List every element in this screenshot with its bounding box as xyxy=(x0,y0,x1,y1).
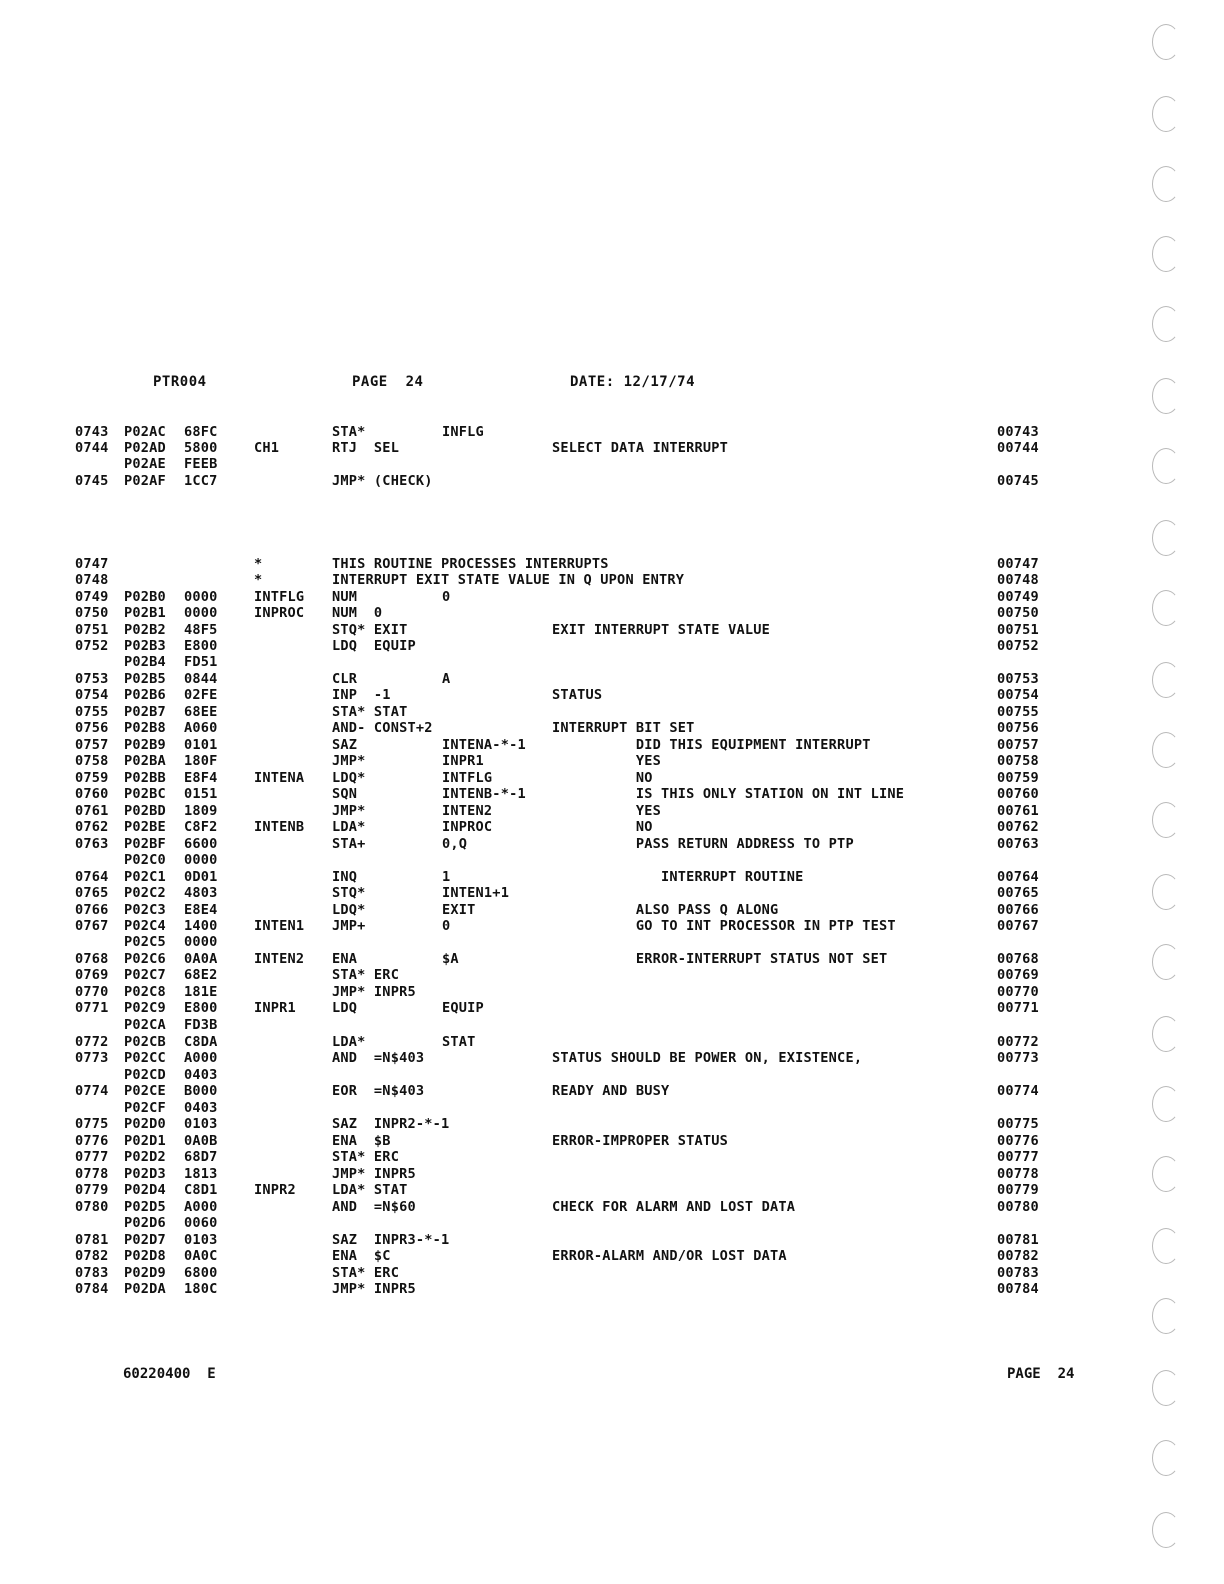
sequence-number: 00750 xyxy=(997,605,1039,621)
punch-hole xyxy=(1152,1228,1180,1264)
location: P02D8 xyxy=(124,1248,166,1264)
line-number: 0772 xyxy=(75,1034,109,1050)
comment: ERROR-IMPROPER STATUS xyxy=(552,1133,729,1149)
object-code: 180F xyxy=(184,753,218,769)
object-code: E800 xyxy=(184,1000,218,1016)
object-code: 6600 xyxy=(184,836,218,852)
location: P02BD xyxy=(124,803,166,819)
line-number: 0763 xyxy=(75,836,109,852)
location: P02CB xyxy=(124,1034,166,1050)
object-code: FD3B xyxy=(184,1017,218,1033)
sequence-number: 00781 xyxy=(997,1232,1039,1248)
opcode: JMP* INPR5 xyxy=(332,984,416,1000)
object-code: 0A0B xyxy=(184,1133,218,1149)
line-number: 0754 xyxy=(75,687,109,703)
object-code: C8DA xyxy=(184,1034,218,1050)
sequence-number: 00759 xyxy=(997,770,1039,786)
opcode: LDA* xyxy=(332,1034,366,1050)
comment: ERROR-INTERRUPT STATUS NOT SET xyxy=(552,951,888,967)
opcode: CLR xyxy=(332,671,358,687)
line-number: 0783 xyxy=(75,1265,109,1281)
line-number: 0777 xyxy=(75,1149,109,1165)
punch-hole xyxy=(1152,378,1180,414)
object-code: E800 xyxy=(184,638,218,654)
object-code: 0103 xyxy=(184,1116,218,1132)
sequence-number: 00752 xyxy=(997,638,1039,654)
line-number: 0770 xyxy=(75,984,109,1000)
label: INPROC xyxy=(254,605,305,621)
line-number: 0773 xyxy=(75,1050,109,1066)
sequence-number: 00777 xyxy=(997,1149,1039,1165)
location: P02C2 xyxy=(124,885,166,901)
object-code: 0D01 xyxy=(184,869,218,885)
location: P02B2 xyxy=(124,622,166,638)
location: P02D7 xyxy=(124,1232,166,1248)
location: P02CE xyxy=(124,1083,166,1099)
header-program: PTR004 xyxy=(153,374,207,390)
line-number: 0761 xyxy=(75,803,109,819)
punch-hole xyxy=(1152,732,1180,768)
sequence-number: 00768 xyxy=(997,951,1039,967)
line-number: 0760 xyxy=(75,786,109,802)
punch-hole xyxy=(1152,236,1180,272)
comment: STATUS SHOULD BE POWER ON, EXISTENCE, xyxy=(552,1050,863,1066)
sequence-number: 00769 xyxy=(997,967,1039,983)
punch-holes xyxy=(1140,0,1200,1584)
opcode: JMP* (CHECK) xyxy=(332,473,433,489)
line-number: 0764 xyxy=(75,869,109,885)
location: P02BA xyxy=(124,753,166,769)
object-code: FEEB xyxy=(184,456,218,472)
footer-page: PAGE 24 xyxy=(1007,1366,1075,1382)
location: P02C3 xyxy=(124,902,166,918)
location: P02AD xyxy=(124,440,166,456)
line-number: 0771 xyxy=(75,1000,109,1016)
punch-hole xyxy=(1152,874,1180,910)
line-number: 0759 xyxy=(75,770,109,786)
location: P02CD xyxy=(124,1067,166,1083)
opcode: INQ xyxy=(332,869,358,885)
opcode: SAZ INPR3-*-1 xyxy=(332,1232,450,1248)
sequence-number: 00745 xyxy=(997,473,1039,489)
object-code: A000 xyxy=(184,1050,218,1066)
sequence-number: 00784 xyxy=(997,1281,1039,1297)
sequence-number: 00751 xyxy=(997,622,1039,638)
line-number: 0784 xyxy=(75,1281,109,1297)
punch-hole xyxy=(1152,96,1180,132)
sequence-number: 00765 xyxy=(997,885,1039,901)
object-code: 0101 xyxy=(184,737,218,753)
object-code: A000 xyxy=(184,1199,218,1215)
location: P02DA xyxy=(124,1281,166,1297)
location: P02AC xyxy=(124,424,166,440)
sequence-number: 00747 xyxy=(997,556,1039,572)
location: P02C4 xyxy=(124,918,166,934)
opcode: JMP+ xyxy=(332,918,366,934)
sequence-number: 00783 xyxy=(997,1265,1039,1281)
operand: INPR1 xyxy=(442,753,484,769)
object-code: 0403 xyxy=(184,1067,218,1083)
object-code: 02FE xyxy=(184,687,218,703)
punch-hole xyxy=(1152,166,1180,202)
comment: INTERRUPT BIT SET xyxy=(552,720,695,736)
opcode: LDQ* xyxy=(332,902,366,918)
comment: GO TO INT PROCESSOR IN PTP TEST xyxy=(552,918,896,934)
sequence-number: 00756 xyxy=(997,720,1039,736)
opcode: NUM 0 xyxy=(332,605,383,621)
operand: INTEN1+1 xyxy=(442,885,510,901)
object-code: 68EE xyxy=(184,704,218,720)
object-code: C8D1 xyxy=(184,1182,218,1198)
location: P02D6 xyxy=(124,1215,166,1231)
sequence-number: 00761 xyxy=(997,803,1039,819)
object-code: 0000 xyxy=(184,852,218,868)
line-number: 0753 xyxy=(75,671,109,687)
opcode: LDQ EQUIP xyxy=(332,638,416,654)
sequence-number: 00754 xyxy=(997,687,1039,703)
comment: SELECT DATA INTERRUPT xyxy=(552,440,729,456)
object-code: C8F2 xyxy=(184,819,218,835)
label: INPR1 xyxy=(254,1000,296,1016)
line-number: 0745 xyxy=(75,473,109,489)
label: * xyxy=(254,572,263,588)
sequence-number: 00753 xyxy=(997,671,1039,687)
line-number: 0752 xyxy=(75,638,109,654)
punch-hole xyxy=(1152,1440,1180,1476)
location: P02B7 xyxy=(124,704,166,720)
sequence-number: 00779 xyxy=(997,1182,1039,1198)
sequence-number: 00755 xyxy=(997,704,1039,720)
header-date: DATE: 12/17/74 xyxy=(570,374,696,390)
sequence-number: 00762 xyxy=(997,819,1039,835)
comment: YES xyxy=(552,753,661,769)
sequence-number: 00749 xyxy=(997,589,1039,605)
opcode: STQ* EXIT xyxy=(332,622,408,638)
object-code: 0103 xyxy=(184,1232,218,1248)
label: CH1 xyxy=(254,440,280,456)
punch-hole xyxy=(1152,1086,1180,1122)
sequence-number: 00780 xyxy=(997,1199,1039,1215)
object-code: 1400 xyxy=(184,918,218,934)
opcode: JMP* xyxy=(332,803,366,819)
opcode: STA* ERC xyxy=(332,1265,400,1281)
footer-doc-number: 60220400 E xyxy=(123,1366,216,1382)
object-code: 0000 xyxy=(184,934,218,950)
sequence-number: 00763 xyxy=(997,836,1039,852)
opcode: AND- CONST+2 xyxy=(332,720,433,736)
opcode: LDQ xyxy=(332,1000,358,1016)
comment: STATUS xyxy=(552,687,603,703)
label: * xyxy=(254,556,263,572)
object-code: 0A0A xyxy=(184,951,218,967)
label: INTENB xyxy=(254,819,305,835)
operand: INTENB-*-1 xyxy=(442,786,526,802)
location: P02C0 xyxy=(124,852,166,868)
punch-hole xyxy=(1152,306,1180,342)
line-number: 0750 xyxy=(75,605,109,621)
line-number: 0782 xyxy=(75,1248,109,1264)
operand: EXIT xyxy=(442,902,476,918)
opcode: AND =N$403 xyxy=(332,1050,425,1066)
opcode: STA* STAT xyxy=(332,704,408,720)
operand: EQUIP xyxy=(442,1000,484,1016)
object-code: A060 xyxy=(184,720,218,736)
sequence-number: 00778 xyxy=(997,1166,1039,1182)
opcode: ENA xyxy=(332,951,358,967)
opcode: STA+ xyxy=(332,836,366,852)
sequence-number: 00760 xyxy=(997,786,1039,802)
location: P02BC xyxy=(124,786,166,802)
object-code: 68FC xyxy=(184,424,218,440)
line-number: 0781 xyxy=(75,1232,109,1248)
location: P02B9 xyxy=(124,737,166,753)
location: P02BB xyxy=(124,770,166,786)
comment: DID THIS EQUIPMENT INTERRUPT xyxy=(552,737,871,753)
location: P02B5 xyxy=(124,671,166,687)
opcode: EOR =N$403 xyxy=(332,1083,425,1099)
opcode: LDA* xyxy=(332,819,366,835)
location: P02B1 xyxy=(124,605,166,621)
sequence-number: 00757 xyxy=(997,737,1039,753)
operand: INFLG xyxy=(442,424,484,440)
punch-hole xyxy=(1152,1298,1180,1334)
opcode: JMP* INPR5 xyxy=(332,1281,416,1297)
opcode: SQN xyxy=(332,786,358,802)
line-number: 0756 xyxy=(75,720,109,736)
operand: 0 xyxy=(442,589,451,605)
punch-hole xyxy=(1152,662,1180,698)
label: INPR2 xyxy=(254,1182,296,1198)
sequence-number: 00775 xyxy=(997,1116,1039,1132)
object-code: 1813 xyxy=(184,1166,218,1182)
object-code: 180C xyxy=(184,1281,218,1297)
location: P02AE xyxy=(124,456,166,472)
comment: PASS RETURN ADDRESS TO PTP xyxy=(552,836,854,852)
comment: ALSO PASS Q ALONG xyxy=(552,902,779,918)
location: P02BE xyxy=(124,819,166,835)
opcode: RTJ SEL xyxy=(332,440,400,456)
location: P02D2 xyxy=(124,1149,166,1165)
location: P02C8 xyxy=(124,984,166,1000)
object-code: 0A0C xyxy=(184,1248,218,1264)
object-code: 0060 xyxy=(184,1215,218,1231)
header-page: PAGE 24 xyxy=(352,374,424,390)
comment: EXIT INTERRUPT STATE VALUE xyxy=(552,622,770,638)
punch-hole xyxy=(1152,520,1180,556)
label: INTENA xyxy=(254,770,305,786)
opcode: STA* ERC xyxy=(332,967,400,983)
location: P02D5 xyxy=(124,1199,166,1215)
line-number: 0755 xyxy=(75,704,109,720)
location: P02D4 xyxy=(124,1182,166,1198)
sequence-number: 00748 xyxy=(997,572,1039,588)
opcode: STA* xyxy=(332,424,366,440)
location: P02B0 xyxy=(124,589,166,605)
line-number: 0765 xyxy=(75,885,109,901)
sequence-number: 00743 xyxy=(997,424,1039,440)
location: P02D9 xyxy=(124,1265,166,1281)
operand: 0 xyxy=(442,918,451,934)
location: P02CA xyxy=(124,1017,166,1033)
sequence-number: 00774 xyxy=(997,1083,1039,1099)
opcode: ENA $B xyxy=(332,1133,391,1149)
opcode: STA* ERC xyxy=(332,1149,400,1165)
comment: IS THIS ONLY STATION ON INT LINE xyxy=(552,786,905,802)
operand: INTFLG xyxy=(442,770,493,786)
opcode: AND =N$60 xyxy=(332,1199,416,1215)
object-code: 0403 xyxy=(184,1100,218,1116)
operand: INPROC xyxy=(442,819,493,835)
line-number: 0758 xyxy=(75,753,109,769)
comment: CHECK FOR ALARM AND LOST DATA xyxy=(552,1199,796,1215)
opcode: NUM xyxy=(332,589,358,605)
object-code: 48F5 xyxy=(184,622,218,638)
line-number: 0776 xyxy=(75,1133,109,1149)
punch-hole xyxy=(1152,24,1180,60)
punch-hole xyxy=(1152,448,1180,484)
comment: ERROR-ALARM AND/OR LOST DATA xyxy=(552,1248,787,1264)
line-number: 0769 xyxy=(75,967,109,983)
sequence-number: 00766 xyxy=(997,902,1039,918)
location: P02CF xyxy=(124,1100,166,1116)
line-number: 0744 xyxy=(75,440,109,456)
comment: NO xyxy=(552,819,653,835)
object-code: 5800 xyxy=(184,440,218,456)
location: P02C1 xyxy=(124,869,166,885)
line-number: 0774 xyxy=(75,1083,109,1099)
opcode: THIS ROUTINE PROCESSES INTERRUPTS xyxy=(332,556,609,572)
sequence-number: 00770 xyxy=(997,984,1039,1000)
punch-hole xyxy=(1152,944,1180,980)
object-code: 181E xyxy=(184,984,218,1000)
object-code: B000 xyxy=(184,1083,218,1099)
object-code: 0000 xyxy=(184,605,218,621)
location: P02C9 xyxy=(124,1000,166,1016)
sequence-number: 00771 xyxy=(997,1000,1039,1016)
location: P02B8 xyxy=(124,720,166,736)
location: P02C5 xyxy=(124,934,166,950)
label: INTEN1 xyxy=(254,918,305,934)
opcode: SAZ xyxy=(332,737,358,753)
object-code: E8F4 xyxy=(184,770,218,786)
sequence-number: 00758 xyxy=(997,753,1039,769)
line-number: 0762 xyxy=(75,819,109,835)
punch-hole xyxy=(1152,590,1180,626)
operand: STAT xyxy=(442,1034,476,1050)
opcode: INTERRUPT EXIT STATE VALUE IN Q UPON ENTRY xyxy=(332,572,685,588)
operand: 0,Q xyxy=(442,836,468,852)
location: P02B4 xyxy=(124,654,166,670)
object-code: E8E4 xyxy=(184,902,218,918)
comment: READY AND BUSY xyxy=(552,1083,670,1099)
object-code: 4803 xyxy=(184,885,218,901)
object-code: FD51 xyxy=(184,654,218,670)
object-code: 1CC7 xyxy=(184,473,218,489)
line-number: 0778 xyxy=(75,1166,109,1182)
line-number: 0748 xyxy=(75,572,109,588)
punch-hole xyxy=(1152,802,1180,838)
operand: $A xyxy=(442,951,459,967)
line-number: 0766 xyxy=(75,902,109,918)
object-code: 6800 xyxy=(184,1265,218,1281)
comment: INTERRUPT ROUTINE xyxy=(552,869,804,885)
location: P02CC xyxy=(124,1050,166,1066)
line-number: 0775 xyxy=(75,1116,109,1132)
line-number: 0743 xyxy=(75,424,109,440)
sequence-number: 00776 xyxy=(997,1133,1039,1149)
sequence-number: 00764 xyxy=(997,869,1039,885)
comment: NO xyxy=(552,770,653,786)
opcode: LDQ* xyxy=(332,770,366,786)
line-number: 0768 xyxy=(75,951,109,967)
opcode: JMP* INPR5 xyxy=(332,1166,416,1182)
operand: INTENA-*-1 xyxy=(442,737,526,753)
line-number: 0780 xyxy=(75,1199,109,1215)
sequence-number: 00773 xyxy=(997,1050,1039,1066)
object-code: 0151 xyxy=(184,786,218,802)
object-code: 68D7 xyxy=(184,1149,218,1165)
opcode: STQ* xyxy=(332,885,366,901)
location: P02D1 xyxy=(124,1133,166,1149)
comment: YES xyxy=(552,803,661,819)
label: INTFLG xyxy=(254,589,305,605)
punch-hole xyxy=(1152,1016,1180,1052)
opcode: ENA $C xyxy=(332,1248,391,1264)
line-number: 0767 xyxy=(75,918,109,934)
object-code: 0844 xyxy=(184,671,218,687)
punch-hole xyxy=(1152,1156,1180,1192)
object-code: 1809 xyxy=(184,803,218,819)
object-code: 0000 xyxy=(184,589,218,605)
line-number: 0757 xyxy=(75,737,109,753)
opcode: LDA* STAT xyxy=(332,1182,408,1198)
operand: 1 xyxy=(442,869,451,885)
sequence-number: 00767 xyxy=(997,918,1039,934)
line-number: 0751 xyxy=(75,622,109,638)
location: P02D3 xyxy=(124,1166,166,1182)
location: P02B6 xyxy=(124,687,166,703)
operand: A xyxy=(442,671,451,687)
operand: INTEN2 xyxy=(442,803,493,819)
location: P02AF xyxy=(124,473,166,489)
sequence-number: 00772 xyxy=(997,1034,1039,1050)
location: P02D0 xyxy=(124,1116,166,1132)
opcode: INP -1 xyxy=(332,687,391,703)
punch-hole xyxy=(1152,1370,1180,1406)
opcode: SAZ INPR2-*-1 xyxy=(332,1116,450,1132)
object-code: 68E2 xyxy=(184,967,218,983)
punch-hole xyxy=(1152,1512,1180,1548)
sequence-number: 00782 xyxy=(997,1248,1039,1264)
location: P02C7 xyxy=(124,967,166,983)
line-number: 0749 xyxy=(75,589,109,605)
line-number: 0779 xyxy=(75,1182,109,1198)
label: INTEN2 xyxy=(254,951,305,967)
location: P02B3 xyxy=(124,638,166,654)
sequence-number: 00744 xyxy=(997,440,1039,456)
location: P02C6 xyxy=(124,951,166,967)
opcode: JMP* xyxy=(332,753,366,769)
location: P02BF xyxy=(124,836,166,852)
line-number: 0747 xyxy=(75,556,109,572)
